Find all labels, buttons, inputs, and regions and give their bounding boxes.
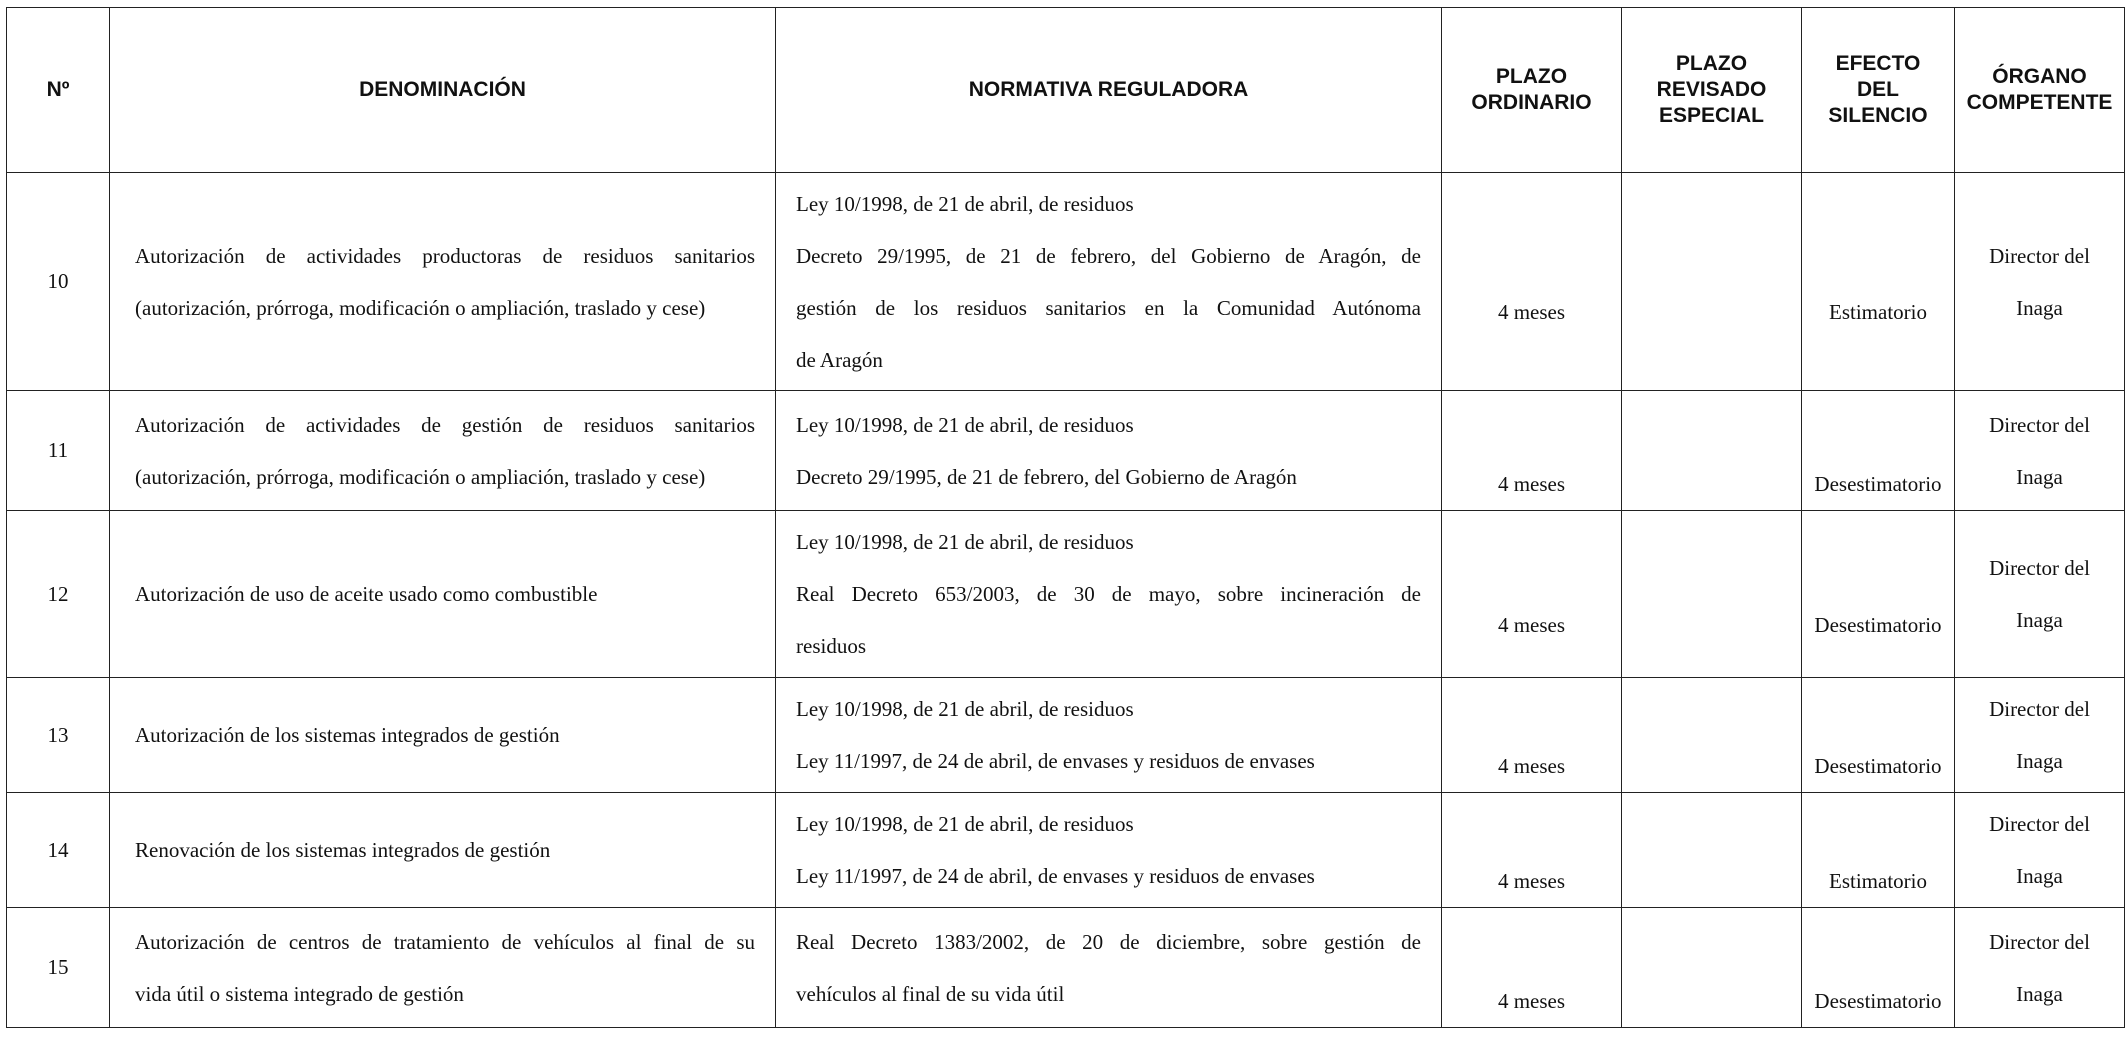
text-line: Ley 10/1998, de 21 de abril, de residuos xyxy=(796,812,1134,836)
text-line: Real Decreto 653/2003, de 30 de mayo, sobre incineración de xyxy=(796,582,1421,606)
row-denominacion xyxy=(110,391,776,511)
row-denominacion xyxy=(110,511,776,678)
text-line: Decreto 29/1995, de 21 de febrero, del Gobierno de Aragón, de xyxy=(796,243,1421,268)
row-plazo-revisado xyxy=(1622,793,1802,908)
row-organo xyxy=(1955,793,2125,908)
text-line: (autorización, prórroga, modificación o ampliación, traslado y cese) xyxy=(135,464,706,489)
text-line: Director del xyxy=(1989,929,2090,954)
header-line: ESPECIAL xyxy=(1658,104,1765,127)
row-plazo-ordinario: 4 meses xyxy=(1442,678,1622,793)
col-header-num: Nº xyxy=(7,8,110,173)
procedures-table xyxy=(6,7,2125,1028)
row-plazo-revisado xyxy=(1622,678,1802,793)
header-line: EFECTO xyxy=(1835,52,1921,75)
table-row xyxy=(7,173,2125,391)
col-header-denominacion: DENOMINACIÓN xyxy=(110,8,776,173)
text-line: Ley 10/1998, de 21 de abril, de residuos xyxy=(796,530,1134,554)
text-line: gestión de los residuos sanitarios en la Comunidad Autónoma xyxy=(796,295,1421,320)
row-efecto: Desestimatorio xyxy=(1802,391,1955,511)
text-line: vida útil o sistema integrado de gestión xyxy=(135,981,464,1006)
text-line: Autorización de actividades de gestión de residuos sanitarios xyxy=(135,412,755,437)
text-line: Inaga xyxy=(2016,464,2063,489)
row-organo xyxy=(1955,678,2125,793)
header-row xyxy=(7,8,2125,173)
header-line: REVISADO xyxy=(1656,78,1767,101)
header-line: ÓRGANO xyxy=(1992,65,2087,88)
row-normativa xyxy=(776,908,1442,1028)
table-row xyxy=(7,793,2125,908)
text-line: (autorización, prórroga, modificación o ampliación, traslado y cese) xyxy=(135,295,706,320)
text-line: Autorización de centros de tratamiento de vehículos al final de su xyxy=(135,929,755,954)
text-line: Real Decreto 1383/2002, de 20 de diciembre, sobre gestión de xyxy=(796,929,1421,954)
row-efecto: Desestimatorio xyxy=(1802,511,1955,678)
text-line: Director del xyxy=(1989,243,2090,268)
text-line: Renovación de los sistemas integrados de gestión xyxy=(135,838,551,862)
table-row xyxy=(7,678,2125,793)
row-denominacion xyxy=(110,793,776,908)
header-line: SILENCIO xyxy=(1828,104,1928,127)
header-line: DEL xyxy=(1857,78,1899,101)
row-normativa xyxy=(776,678,1442,793)
row-denominacion xyxy=(110,908,776,1028)
row-organo xyxy=(1955,908,2125,1028)
row-number: 14 xyxy=(7,793,110,908)
text-line: de Aragón xyxy=(796,347,883,372)
row-plazo-ordinario: 4 meses xyxy=(1442,793,1622,908)
header-line: ORDINARIO xyxy=(1471,91,1592,114)
row-organo xyxy=(1955,511,2125,678)
col-header-efecto xyxy=(1802,8,1955,173)
row-plazo-ordinario: 4 meses xyxy=(1442,173,1622,391)
text-line: Ley 10/1998, de 21 de abril, de residuos xyxy=(796,412,1134,437)
text-line: Director del xyxy=(1989,697,2090,721)
text-line: Director del xyxy=(1989,412,2090,437)
row-efecto: Estimatorio xyxy=(1802,173,1955,391)
row-plazo-ordinario: 4 meses xyxy=(1442,511,1622,678)
row-normativa xyxy=(776,511,1442,678)
text-line: Director del xyxy=(1989,812,2090,836)
text-line: Ley 11/1997, de 24 de abril, de envases y residuos de envases xyxy=(796,749,1315,773)
col-header-plazo-revisado xyxy=(1622,8,1802,173)
row-plazo-revisado xyxy=(1622,908,1802,1028)
text-line: Decreto 29/1995, de 21 de febrero, del Gobierno de Aragón xyxy=(796,464,1297,489)
text-line: residuos xyxy=(796,634,866,658)
table-row xyxy=(7,908,2125,1028)
row-normativa xyxy=(776,391,1442,511)
text-line: Inaga xyxy=(2016,295,2063,320)
text-line: Ley 10/1998, de 21 de abril, de residuos xyxy=(796,191,1134,216)
text-line: Ley 10/1998, de 21 de abril, de residuos xyxy=(796,697,1134,721)
text-line: Autorización de los sistemas integrados de gestión xyxy=(135,723,560,747)
table-row xyxy=(7,391,2125,511)
text-line: Autorización de actividades productoras de residuos sanitarios xyxy=(135,243,755,268)
row-efecto: Estimatorio xyxy=(1802,793,1955,908)
row-normativa xyxy=(776,793,1442,908)
text-line: Autorización de uso de aceite usado como combustible xyxy=(135,582,598,606)
row-plazo-revisado xyxy=(1622,511,1802,678)
row-plazo-ordinario: 4 meses xyxy=(1442,908,1622,1028)
row-denominacion xyxy=(110,678,776,793)
text-line: Ley 11/1997, de 24 de abril, de envases y residuos de envases xyxy=(796,864,1315,888)
row-organo xyxy=(1955,173,2125,391)
row-efecto: Desestimatorio xyxy=(1802,908,1955,1028)
row-number: 10 xyxy=(7,173,110,391)
row-plazo-revisado xyxy=(1622,391,1802,511)
row-number: 13 xyxy=(7,678,110,793)
col-header-organo xyxy=(1955,8,2125,173)
text-line: Director del xyxy=(1989,556,2090,580)
col-header-normativa: NORMATIVA REGULADORA xyxy=(776,8,1442,173)
text-line: vehículos al final de su vida útil xyxy=(796,981,1065,1006)
row-organo xyxy=(1955,391,2125,511)
row-number: 12 xyxy=(7,511,110,678)
text-line: Inaga xyxy=(2016,981,2063,1006)
text-line: Inaga xyxy=(2016,864,2063,888)
row-efecto: Desestimatorio xyxy=(1802,678,1955,793)
row-normativa xyxy=(776,173,1442,391)
header-line: PLAZO xyxy=(1675,52,1748,75)
col-header-plazo-ordinario xyxy=(1442,8,1622,173)
row-number: 11 xyxy=(7,391,110,511)
text-line: Inaga xyxy=(2016,749,2063,773)
row-number: 15 xyxy=(7,908,110,1028)
text-line: Inaga xyxy=(2016,608,2063,632)
row-denominacion xyxy=(110,173,776,391)
table-row xyxy=(7,511,2125,678)
header-line: PLAZO xyxy=(1495,65,1568,88)
header-line: COMPETENTE xyxy=(1966,91,2113,114)
row-plazo-ordinario: 4 meses xyxy=(1442,391,1622,511)
row-plazo-revisado xyxy=(1622,173,1802,391)
